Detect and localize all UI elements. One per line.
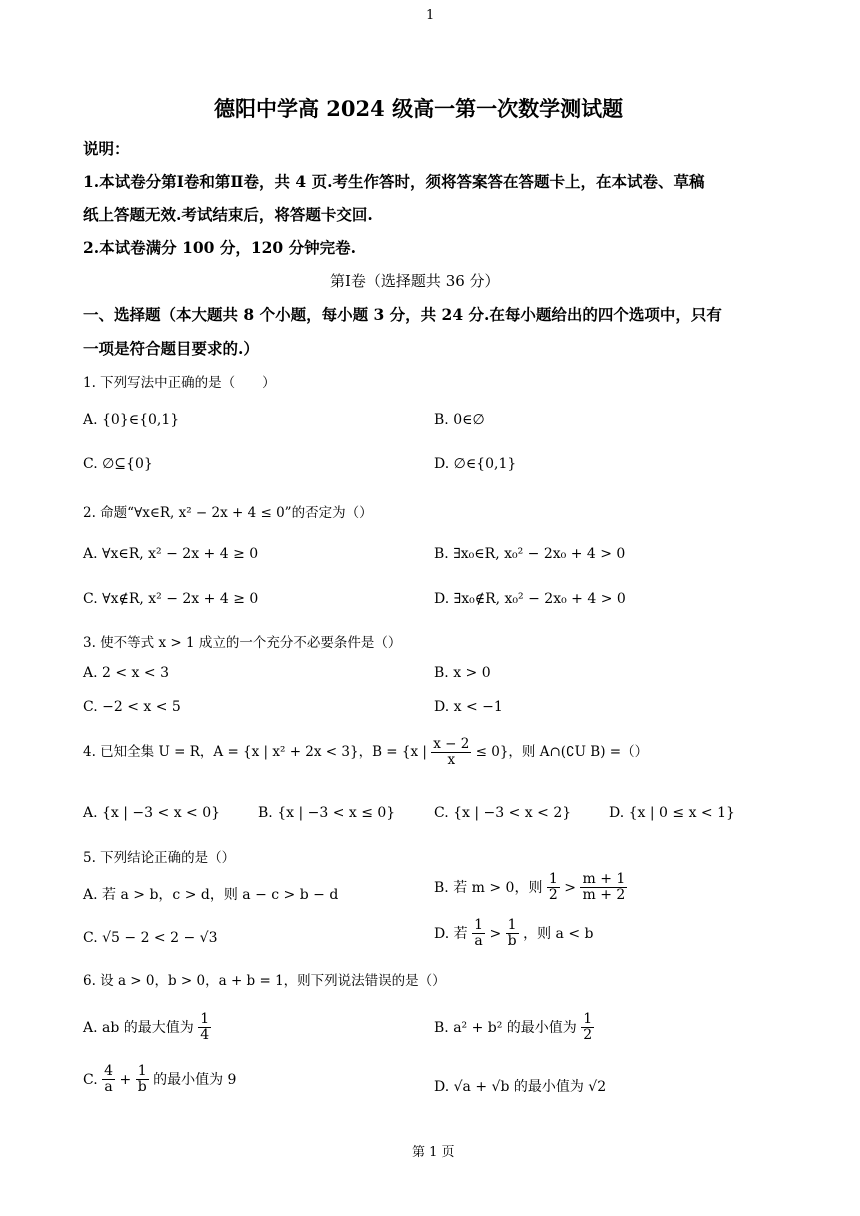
- question-3-option-a: A. 2 < x < 3: [83, 665, 169, 681]
- question-4-option-b: B. {x | −3 < x ≤ 0}: [258, 805, 396, 821]
- question-5-option-d-prefix: D. 若: [434, 925, 468, 942]
- fraction-numerator: 1: [548, 871, 558, 887]
- question-4-stem: [83, 737, 648, 768]
- question-3-stem: 3. 使不等式 x > 1 成立的一个充分不必要条件是（）: [83, 635, 402, 651]
- question-1-option-a: A. {0}∈{0,1}: [83, 412, 180, 428]
- notes-line-1a: 1.本试卷分第Ⅰ卷和第Ⅱ卷，共 4 页.考生作答时，须将答案答在答题卡上，在本试卷、草稿: [83, 172, 705, 191]
- question-6-option-b-fraction: [581, 1012, 594, 1044]
- notes-line-2: 2.本试卷满分 100 分，120 分钟完卷.: [83, 238, 356, 257]
- fraction-denominator: a: [104, 1079, 113, 1096]
- question-6-option-a-fraction: [198, 1012, 211, 1044]
- question-6-option-c-prefix: C.: [83, 1071, 98, 1088]
- question-5-option-b-fraction-2: [580, 872, 627, 904]
- fraction-denominator: 4: [200, 1027, 210, 1044]
- question-6-option-a-prefix: A. ab 的最大值为: [83, 1019, 194, 1036]
- fraction-denominator: a: [474, 933, 483, 950]
- question-6-option-b-prefix: B. a² + b² 的最小值为: [434, 1019, 577, 1036]
- question-4-stem-part-b: ≤ 0}，则 A∩(∁U B) =（）: [475, 743, 649, 760]
- question-2-stem: 2. 命题“∀x∈R, x² − 2x + 4 ≤ 0”的否定为（）: [83, 505, 373, 521]
- question-4-stem-part-a: 4. 已知全集 U = R，A = {x | x² + 2x < 3}，B = {x |: [83, 743, 427, 760]
- question-4-option-c: C. {x | −3 < x < 2}: [434, 805, 572, 821]
- question-6-option-c-fraction-2: [136, 1064, 149, 1096]
- question-6-option-c-suffix: 的最小值为 9: [153, 1071, 237, 1088]
- fraction-numerator: 4: [104, 1063, 114, 1079]
- question-5-option-a: A. 若 a > b，c > d，则 a − c > b − d: [83, 887, 339, 903]
- question-5-option-b-relation: >: [564, 879, 577, 896]
- question-1-stem: 1. 下列写法中正确的是（ ）: [83, 375, 276, 391]
- question-6-stem: 6. 设 a > 0，b > 0，a + b = 1，则下列说法错误的是（）: [83, 973, 446, 989]
- question-6-option-c-plus: +: [119, 1071, 132, 1088]
- question-5-option-d-suffix: ，则 a < b: [523, 925, 594, 942]
- question-6-option-c: [83, 1064, 236, 1096]
- footer-page-label: 第 1 页: [412, 1145, 455, 1160]
- question-5-option-d-fraction-2: [506, 918, 519, 950]
- fraction-numerator: 1: [506, 918, 519, 934]
- question-2-option-b: B. ∃x₀∈R, x₀² − 2x₀ + 4 > 0: [434, 546, 626, 562]
- question-6-option-b: [434, 1012, 594, 1044]
- question-3-option-d: D. x < −1: [434, 699, 503, 715]
- fraction-denominator: 2: [583, 1027, 593, 1044]
- fraction-numerator: 1: [200, 1011, 210, 1027]
- fraction-numerator: 1: [583, 1011, 593, 1027]
- section-title: 第Ⅰ卷（选择题共 36 分）: [330, 272, 500, 290]
- question-5-option-d-relation: >: [489, 925, 502, 942]
- question-5-stem: 5. 下列结论正确的是（）: [83, 850, 236, 866]
- fraction-numerator: 1: [474, 917, 484, 933]
- notes-label: 说明：: [83, 139, 130, 158]
- question-4-option-a: A. {x | −3 < x < 0}: [83, 805, 221, 821]
- question-5-option-d-fraction-1: [472, 918, 485, 950]
- question-6-option-c-fraction-1: [102, 1064, 115, 1096]
- question-5-option-c: C. √5 − 2 < 2 − √3: [83, 930, 218, 946]
- question-3-option-b: B. x > 0: [434, 665, 491, 681]
- question-6-option-d: D. √a + √b 的最小值为 √2: [434, 1079, 607, 1095]
- question-6-option-a: [83, 1012, 211, 1044]
- header-page-number: 1: [426, 8, 435, 23]
- question-2-option-a: A. ∀x∈R, x² − 2x + 4 ≥ 0: [83, 546, 259, 562]
- question-4-fraction-denominator: x: [447, 751, 456, 768]
- question-3-option-c: C. −2 < x < 5: [83, 699, 181, 715]
- question-1-option-d: D. ∅∈{0,1}: [434, 456, 517, 472]
- question-5-option-d: [434, 918, 593, 950]
- question-4-fraction: [431, 737, 471, 768]
- question-4-fraction-numerator: x − 2: [433, 736, 470, 752]
- question-5-option-b: [434, 872, 627, 904]
- fraction-denominator: m + 2: [582, 887, 626, 904]
- part-one-line-1: 一、选择题（本大题共 8 个小题，每小题 3 分，共 24 分.在每小题给出的四个选项中，只有: [83, 305, 722, 324]
- question-1-option-b: B. 0∈∅: [434, 412, 485, 428]
- fraction-denominator: b: [507, 933, 517, 950]
- part-one-line-2: 一项是符合题目要求的.）: [83, 339, 259, 358]
- question-2-option-d: D. ∃x₀∉R, x₀² − 2x₀ + 4 > 0: [434, 591, 626, 607]
- fraction-numerator: 1: [136, 1064, 149, 1080]
- question-5-option-b-prefix: B. 若 m > 0，则: [434, 879, 543, 896]
- question-1-option-c: C. ∅⊆{0}: [83, 456, 153, 472]
- question-4-option-d: D. {x | 0 ≤ x < 1}: [609, 805, 735, 821]
- fraction-denominator: 2: [548, 887, 558, 904]
- question-5-option-b-fraction-1: [547, 872, 560, 904]
- fraction-denominator: b: [137, 1079, 147, 1096]
- fraction-numerator: m + 1: [582, 871, 626, 887]
- question-2-option-c: C. ∀x∉R, x² − 2x + 4 ≥ 0: [83, 591, 259, 607]
- page-title: 德阳中学高 2024 级高一第一次数学测试题: [214, 96, 624, 121]
- notes-line-1b: 纸上答题无效.考试结束后，将答题卡交回.: [83, 205, 373, 224]
